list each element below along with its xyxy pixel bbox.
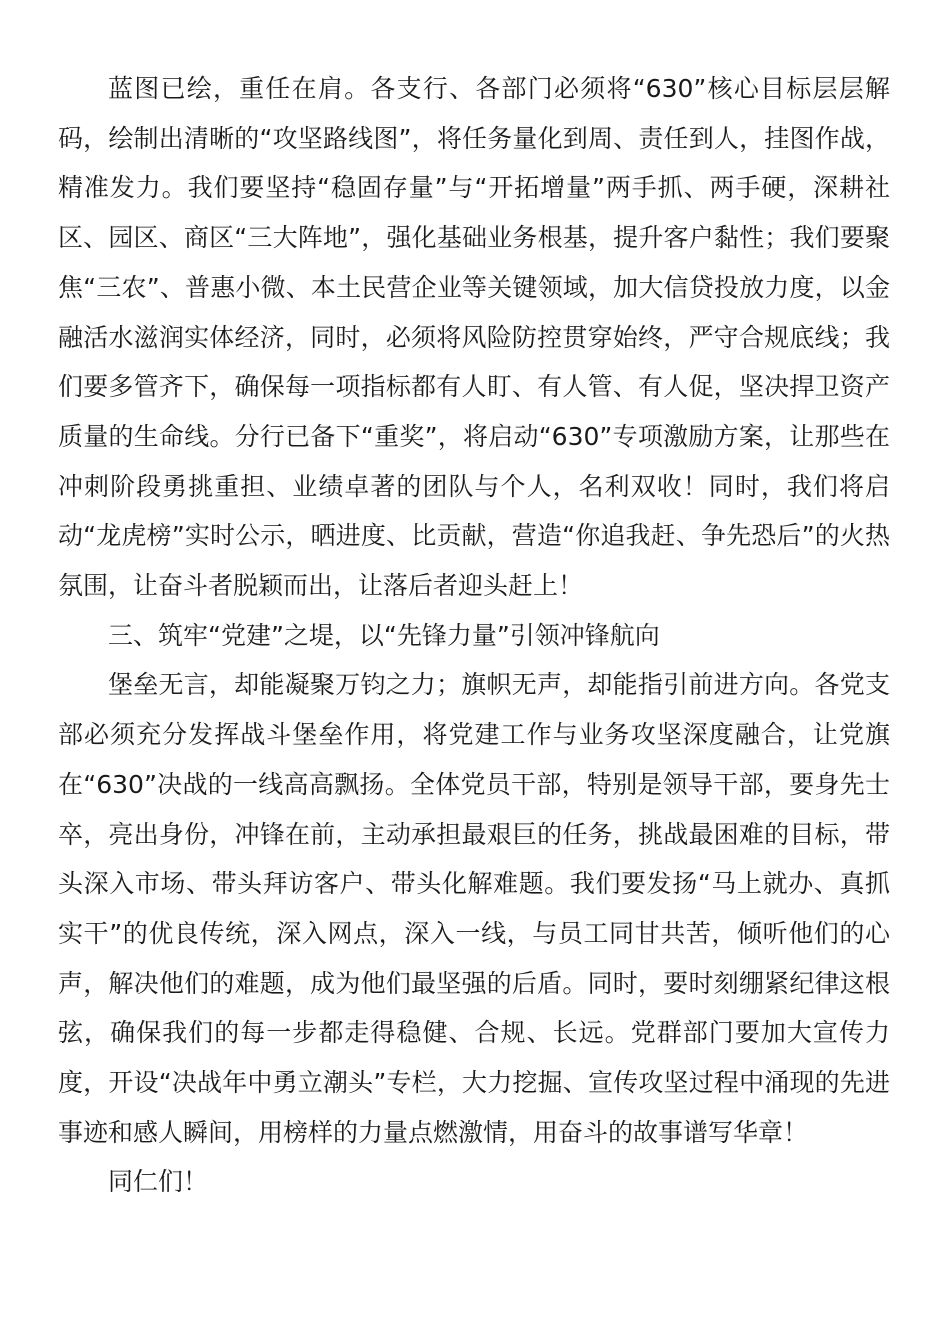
- section-heading-party-building: 三、筑牢“党建”之堤，以“先锋力量”引领冲锋航向: [108, 620, 660, 650]
- document-page: [58, 64, 890, 1207]
- paragraph-salutation: 同仁们！: [108, 1167, 209, 1197]
- paragraph-task-plan: 蓝图已绘，重任在肩。各支行、各部门必须将“630”核心目标层层解码，绘制出清晰的“攻坚路线图”，将任务量化到周、责任到人，挂图作战，精准发力。我们要坚持“稳固存量”与“开拓增量”两手抓、两手硬，深耕社区、园区、商区“三大阵地”，强化基础业务根基，提升客户黏性；我们要聚焦“三农”、普惠小微、本土民营企业等关键领域，加大信贷投放力度，以金融活水滋润实体经济，同时，必须将风险防控贯穿始终，严守合规底线；我们要多管齐下，确保每一项指标都有人盯、有人管、有人促，坚决捍卫资产质量的生命线。分行已备下“重奖”，将启动“630”专项激励方案，让那些在冲刺阶段勇挑重担、业绩卓著的团队与个人，名利双收！同时，我们将启动“龙虎榜”实时公示，晒进度、比贡献，营造“你追我赶、争先恐后”的火热氛围，让奋斗者脱颖而出，让落后者迎头赶上！: [58, 74, 890, 601]
- paragraph-party-building: 堡垒无言，却能凝聚万钧之力；旗帜无声，却能指引前进方向。各党支部必须充分发挥战斗堡垒作用，将党建工作与业务攻坚深度融合，让党旗在“630”决战的一线高高飘扬。全体党员干部，特别是领导干部，要身先士卒，亮出身份，冲锋在前，主动承担最艰巨的任务，挑战最困难的目标，带头深入市场、带头拜访客户、带头化解难题。我们要发扬“马上就办、真抓实干”的优良传统，深入网点，深入一线，与员工同甘共苦，倾听他们的心声，解决他们的难题，成为他们最坚强的后盾。同时，要时刻绷紧纪律这根弦，确保我们的每一步都走得稳健、合规、长远。党群部门要加大宣传力度，开设“决战年中勇立潮头”专栏，大力挖掘、宣传攻坚过程中涌现的先进事迹和感人瞬间，用榜样的力量点燃激情，用奋斗的故事谱写华章！: [58, 670, 890, 1147]
